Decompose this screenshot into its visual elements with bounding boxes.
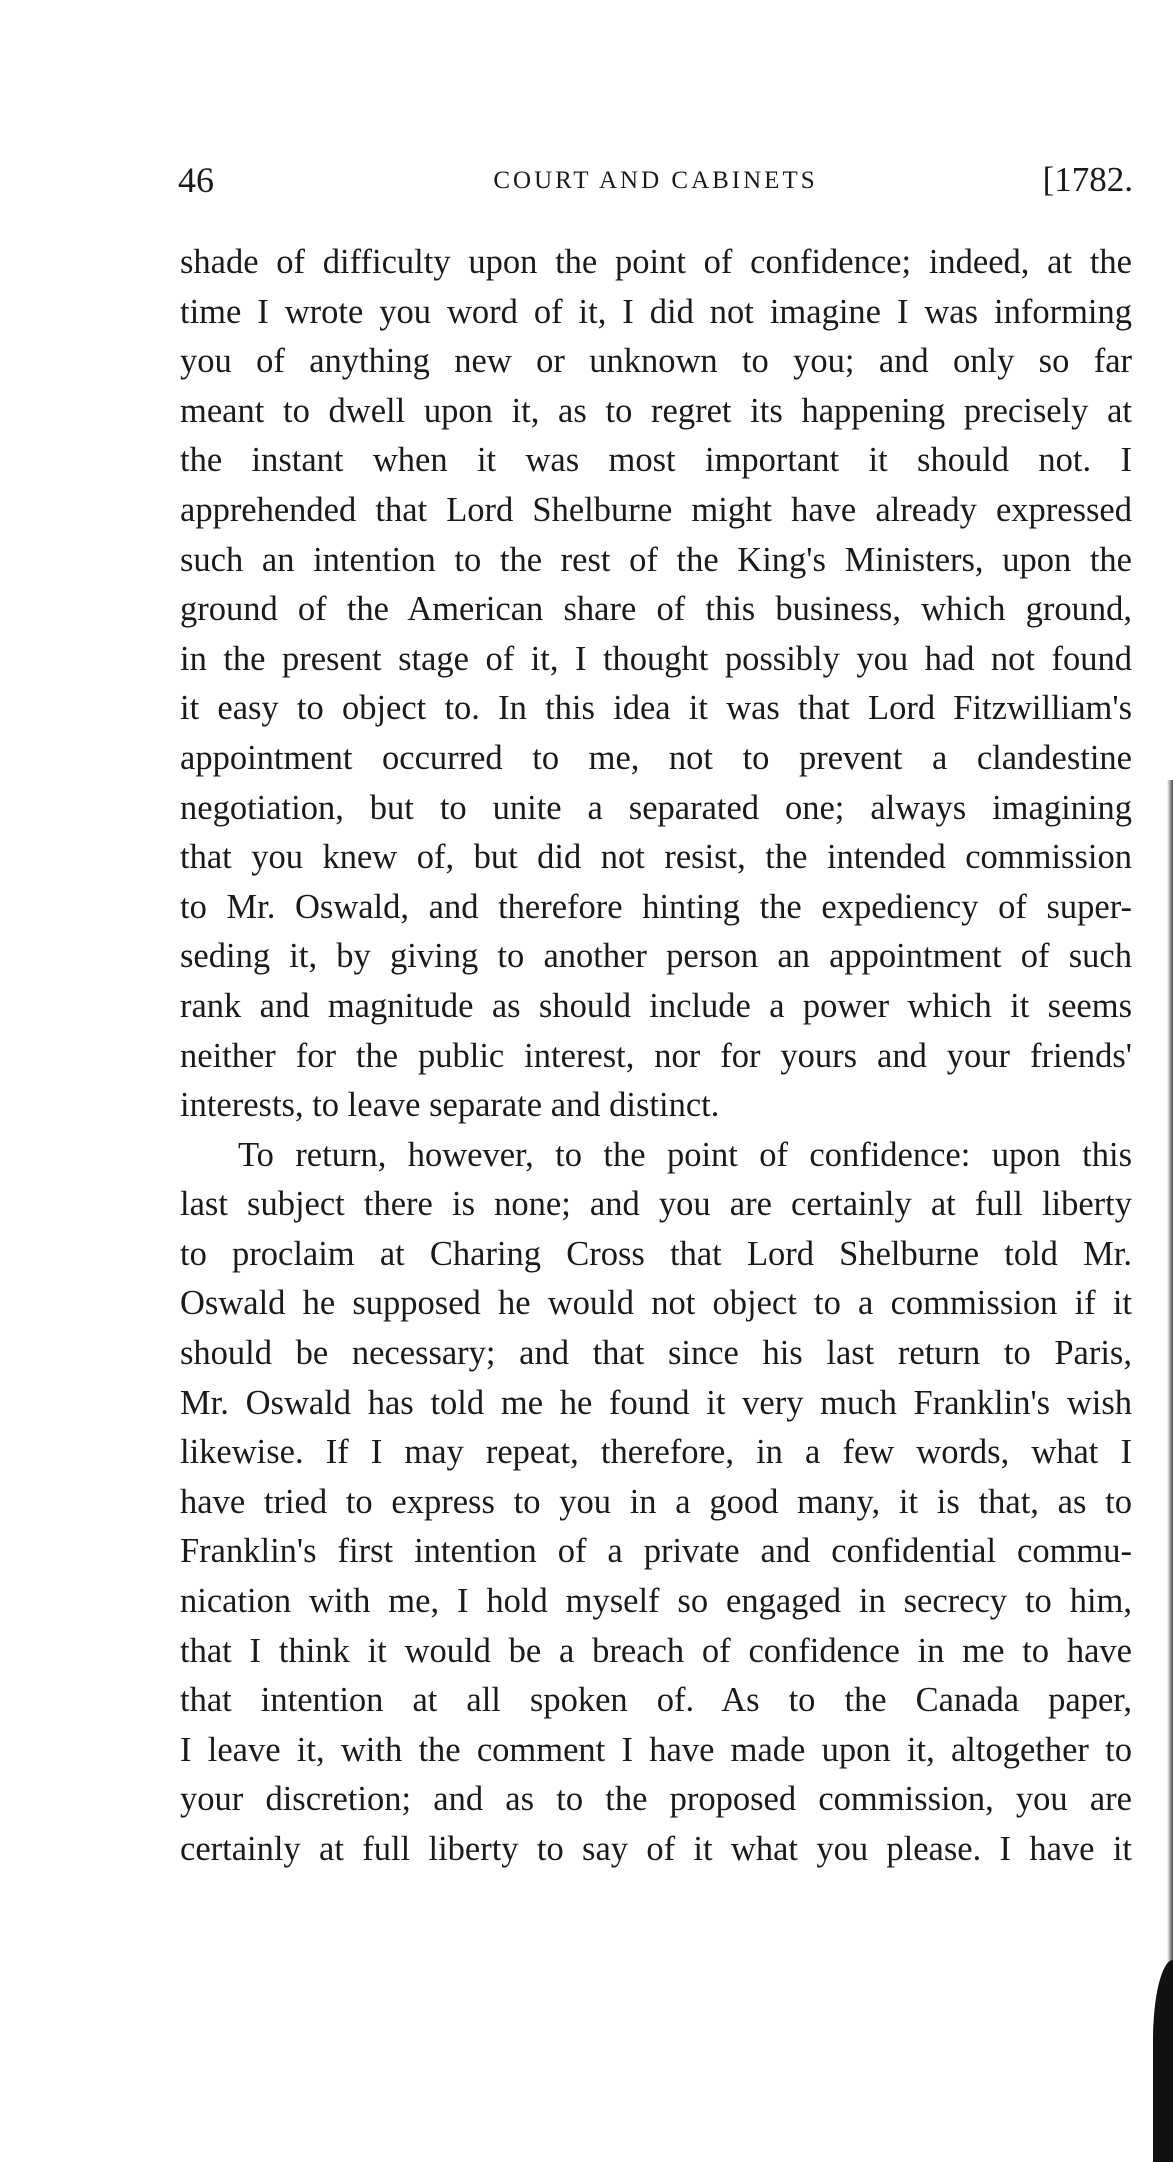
- text-line: to Mr. Oswald, and therefore hinting the expediency of super-: [180, 887, 1132, 926]
- page-number: 46: [178, 160, 214, 200]
- running-year: [1782.: [1042, 160, 1133, 199]
- text-line: Franklin's first intention of a private and confidential commu-: [180, 1532, 1132, 1571]
- text-line: you of anything new or unknown to you; and only so far: [180, 342, 1132, 381]
- text-line: appointment occurred to me, not to prevent a clandestine: [180, 738, 1132, 777]
- paragraph: [180, 1131, 1132, 1875]
- text-line: the instant when it was most important it should not. I: [180, 441, 1132, 480]
- text-line: that intention at all spoken of. As to the Canada paper,: [180, 1681, 1132, 1720]
- text-line: shade of difficulty upon the point of confidence; indeed, at the: [180, 243, 1132, 281]
- text-line: apprehended that Lord Shelburne might have already expressed: [180, 490, 1132, 529]
- text-line: likewise. If I may repeat, therefore, in a few words, what I: [180, 1433, 1132, 1472]
- text-line: ground of the American share of this business, which ground,: [180, 590, 1132, 629]
- text-line: that I think it would be a breach of confidence in me to have: [180, 1631, 1132, 1670]
- text-line: negotiation, but to unite a separated one; always imagining: [180, 788, 1132, 827]
- paragraph: [180, 238, 1132, 1131]
- text-line: to proclaim at Charing Cross that Lord Shelburne told Mr.: [180, 1234, 1132, 1273]
- text-line: certainly at full liberty to say of it what you please. I have it: [180, 1830, 1132, 1868]
- running-head: [178, 160, 1133, 200]
- text-line: in the present stage of it, I thought possibly you had not found: [180, 639, 1132, 678]
- text-line: nication with me, I hold myself so engaged in secrecy to him,: [180, 1582, 1132, 1621]
- text-line: it easy to object to. In this idea it was that Lord Fitzwilliam's: [180, 689, 1132, 728]
- binding-shadow: [1167, 780, 1173, 2162]
- running-title: COURT AND CABINETS: [493, 167, 818, 194]
- text-line: should be necessary; and that since his last return to Paris,: [180, 1334, 1132, 1373]
- text-line: that you knew of, but did not resist, the intended commission: [180, 838, 1132, 877]
- body-text: [180, 238, 1132, 1875]
- text-line: meant to dwell upon it, as to regret its happening precisely at: [180, 391, 1132, 430]
- text-line: time I wrote you word of it, I did not imagine I was informing: [180, 292, 1132, 331]
- text-line: I leave it, with the comment I have made upon it, altogether to: [180, 1730, 1132, 1769]
- text-line: rank and magnitude as should include a power which it seems: [180, 986, 1132, 1025]
- text-line: your discretion; and as to the proposed commission, you are: [180, 1780, 1132, 1819]
- text-line: neither for the public interest, nor for yours and your friends': [180, 1036, 1132, 1075]
- binding-edge: [1153, 1960, 1173, 2162]
- text-line: To return, however, to the point of confidence: upon this: [238, 1135, 1132, 1174]
- text-line: have tried to express to you in a good many, it is that, as to: [180, 1482, 1132, 1521]
- text-line: interests, to leave separate and distinct.: [180, 1086, 720, 1125]
- text-line: such an intention to the rest of the King's Ministers, upon the: [180, 540, 1132, 579]
- text-line: last subject there is none; and you are certainly at full liberty: [180, 1185, 1132, 1224]
- text-line: Mr. Oswald has told me he found it very much Franklin's wish: [180, 1383, 1132, 1422]
- text-line: seding it, by giving to another person an appointment of such: [180, 937, 1132, 976]
- text-line: Oswald he supposed he would not object to a commission if it: [180, 1284, 1132, 1323]
